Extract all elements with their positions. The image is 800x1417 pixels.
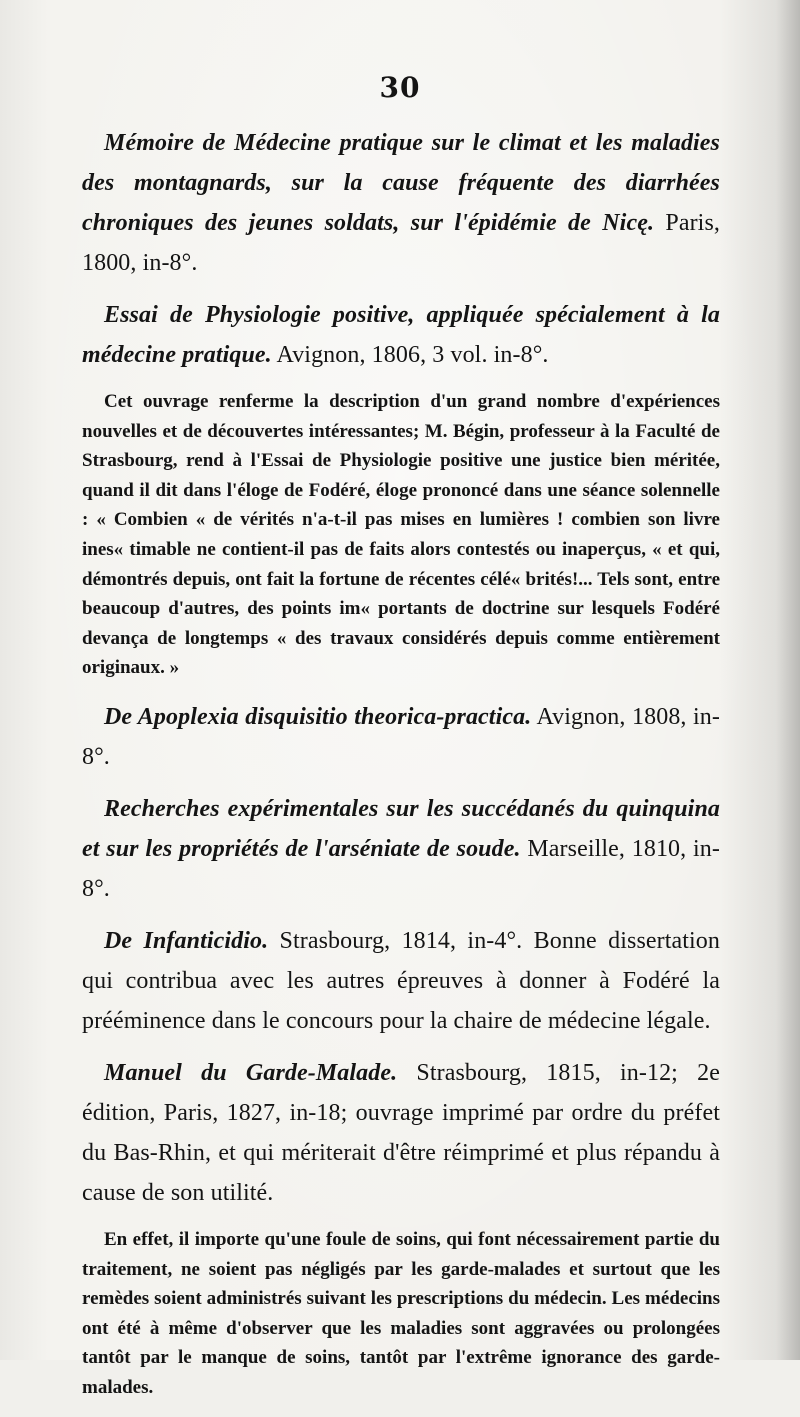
page-number: 30 <box>379 71 421 104</box>
entry-title: Recherches expérimentales sur les succédanés du quinquina et sur les propriétés de l'arséniate de soude. <box>82 795 720 862</box>
entry-title: Mémoire de Médecine pratique sur le climat et les maladies des montagnards, sur la cause fréquente des diarrhées chroniques des jeunes soldats, sur l'épidémie de Nicę. <box>82 130 720 236</box>
bibliography-entry-recherches <box>82 789 720 909</box>
entry-title: Essai de Physiologie positive, appliquée spécialement à la médecine pratique. <box>82 302 720 368</box>
entry-publication: Strasbourg, 1815, in-12; 2e édition, Paris, 1827, in-18; ouvrage imprimé par ordre du préfet du Bas-Rhin, et qui mériterait d'être réimprimé et plus répandu à cause de son utilité. <box>82 1059 721 1206</box>
bibliography-entry-essai <box>82 295 720 375</box>
bibliography-entry-manuel <box>82 1053 720 1213</box>
page-content <box>82 123 720 1417</box>
commentary-paragraph-manuel: En effet, il importe qu'une foule de soins, qui font nécessairement partie du traitement, ne soient pas négligés par les garde-malades et surtout que les remèdes soient administrés suivant les prescriptions du médecin. Les médecins ont été à même d'observer que les maladies sont aggravées ou prolongées tantôt par le manque de soins, tantôt par l'extrême ignorance des garde-malades. <box>82 1228 720 1398</box>
entry-publication: Marseille, 1810, in-8°. <box>82 835 720 902</box>
bibliography-entry-apoplexia <box>82 697 720 777</box>
commentary-paragraph-essai: Cet ouvrage renferme la description d'un grand nombre d'expériences nouvelles et de découvertes intéressantes; M. Bégin, professeur à la Faculté de Strasbourg, rend à l'Essai de Physiologie positive une justice bien méritée, quand il dit dans l'éloge de Fodéré, éloge prononcé dans une séance solennelle : « Combien « de vérités n'a-t-il pas mises en lumières ! combien son livre ines« timable ne contient-il pas de faits alors contestés ou inaperçus, « et qui, démontrés depuis, ont fait la fortune de récentes célé« brités!... Tels sont, entre beaucoup d'autres, des points im« portants de doctrine sur lesquels Fodéré devança de longtemps « des travaux considérés depuis comme entièrement originaux. » <box>82 391 720 679</box>
bibliography-entry-memoire <box>82 123 720 283</box>
entry-title: Manuel du Garde-Malade. <box>104 1059 398 1086</box>
entry-publication: Paris, 1800, in-8°. <box>82 210 720 276</box>
entry-publication: Strasbourg, 1814, in-4°. Bonne dissertation qui contribua avec les autres épreuves à donner à Fodéré la prééminence dans le concours pour la chaire de médecine légale. <box>82 927 721 1034</box>
bibliography-entry-infanticidio <box>82 921 720 1041</box>
entry-title: De Infanticidio. <box>104 927 269 954</box>
entry-publication: Avignon, 1808, in-8°. <box>82 703 720 770</box>
page-edge-shadow <box>776 0 800 1360</box>
entry-title: De Apoplexia disquisitio theorica-practica. <box>104 703 532 730</box>
entry-publication: Avignon, 1806, 3 vol. in-8°. <box>271 342 549 368</box>
